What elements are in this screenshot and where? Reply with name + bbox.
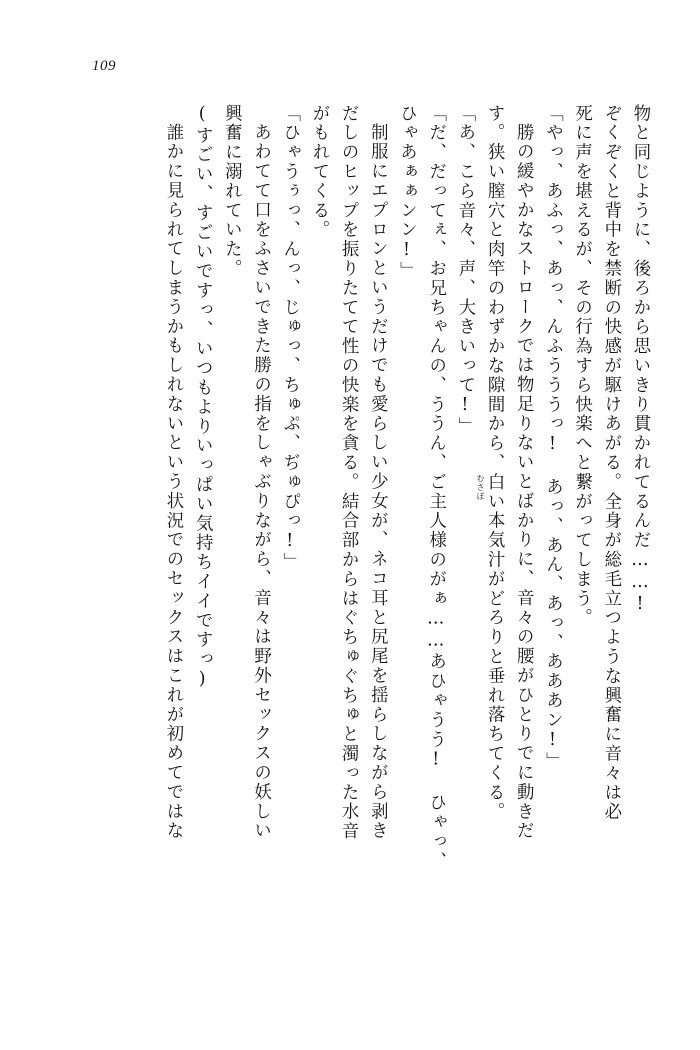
text-column: ぞくぞくと背中を禁断の快感が駆けあがる。全身が総毛立つような興奮に音々は必	[600, 104, 621, 822]
text-column: (すごい、すごいですっ、いつもよりいっぱい気持ちイイですっ)	[192, 104, 213, 692]
text-column: 誰かに見られてしまうかもしれないという状況でのセックスはこれが初めてではな	[163, 123, 183, 841]
text-column: がもれてくる。	[308, 104, 329, 240]
page-body-text	[62, 104, 648, 992]
text-column: す。狭い膣穴と肉竿のわずかな隙間から、白い本気汁がどろりと垂れ落ちてくる。	[484, 104, 505, 822]
text-column: 興奮に溺れていた。	[221, 104, 242, 279]
text-column: ひゃあぁぁンン!」	[396, 104, 417, 282]
text-column: 勝の緩やかなストロークでは物足りないとばかりに、音々の腰がひとりでに動きだ	[513, 123, 534, 841]
text-column: 「だ、だってぇ、お兄ちゃんの、ううん、ご主人様のがぁ……あひゃうう! ひゃっ、	[425, 104, 446, 871]
ruby-annotation-musaba: むさぼ	[476, 474, 485, 501]
text-column: あわてて口をふさいできた勝の指をしゃぶりながら、音々は野外セックスの妖しい	[250, 123, 271, 841]
text-column: だしのヒップを振りたてて性の快楽を貪る。結合部からはぐちゅぐちゅと濁った水音	[338, 104, 359, 842]
text-column: 死に声を堪えるが、その行為すら快楽へと繋がってしまう。	[571, 104, 592, 628]
text-column: 「やっ、あふっ、あっ、んふうううっ! あっ、あん、あっ、あああン!」	[542, 104, 563, 772]
text-column: 「ひゃうぅっ、んっ、じゅっ、ちゅぷ、ぢゅぴっ!」	[279, 104, 300, 573]
text-column: 物と同じように、後ろから思いきり貫かれてるんだ……!	[630, 104, 650, 617]
page-number: 109	[92, 58, 116, 74]
text-column: 制服にエプロンというだけでも愛らしい少女が、ネコ耳と尻尾を揺らしながら剥き	[367, 123, 388, 841]
text-column: 「あ、こら音々、声、大きいって!」	[454, 104, 475, 437]
